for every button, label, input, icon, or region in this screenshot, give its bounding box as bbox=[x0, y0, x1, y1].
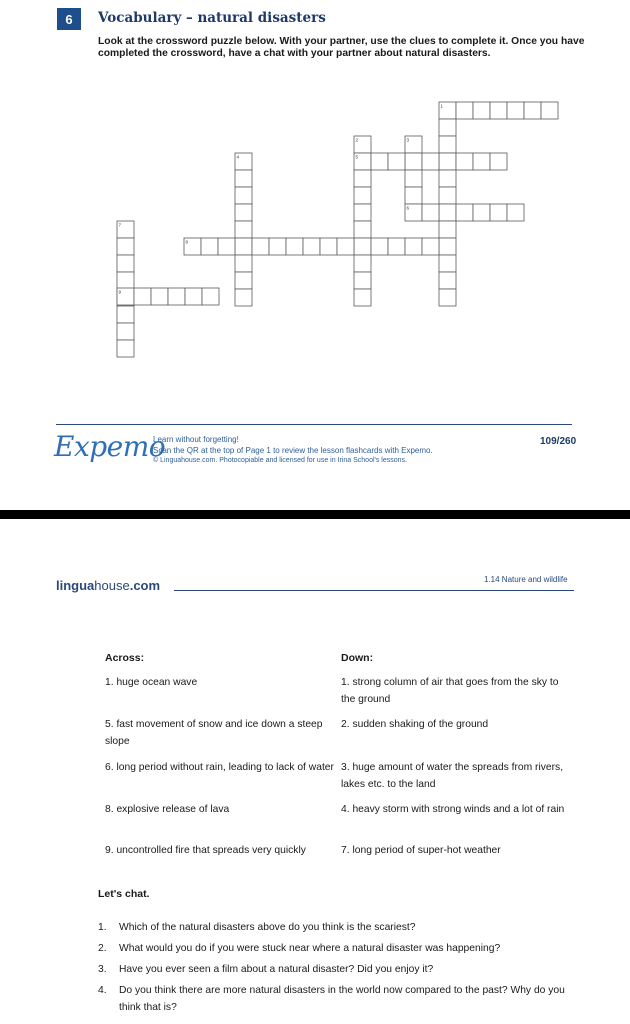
crossword-cell bbox=[456, 153, 473, 170]
crossword-cell bbox=[439, 187, 456, 204]
footer-text bbox=[153, 435, 433, 467]
crossword-cell bbox=[422, 204, 439, 221]
question-number: 2. bbox=[98, 943, 107, 954]
crossword-cell bbox=[235, 289, 252, 306]
footer-tagline: Learn without forgetting! bbox=[153, 435, 239, 444]
crossword-cell bbox=[439, 136, 456, 153]
crossword-cell bbox=[117, 238, 134, 255]
crossword-cell bbox=[439, 272, 456, 289]
crossword-cell bbox=[439, 289, 456, 306]
crossword-cell bbox=[388, 153, 405, 170]
crossword-cell bbox=[456, 102, 473, 119]
crossword-cell bbox=[252, 238, 269, 255]
crossword-cell bbox=[422, 238, 439, 255]
crossword-cell bbox=[218, 238, 235, 255]
question-text: Do you think there are more natural disasters in the world now compared to the past? Why do you think that is? bbox=[119, 985, 565, 1013]
crossword-cell bbox=[235, 238, 252, 255]
crossword-cell bbox=[235, 204, 252, 221]
crossword-cell bbox=[524, 102, 541, 119]
crossword-cell bbox=[168, 288, 185, 305]
crossword-cell bbox=[303, 238, 320, 255]
section-number-badge: 6 bbox=[57, 8, 81, 30]
crossword-cell bbox=[507, 204, 524, 221]
crossword-cell bbox=[117, 306, 134, 323]
question-text: Have you ever seen a film about a natural disaster? Did you enjoy it? bbox=[119, 964, 434, 975]
crossword-cell bbox=[117, 323, 134, 340]
crossword-cell bbox=[439, 119, 456, 136]
clue-number: 2 bbox=[355, 137, 359, 143]
across-clue: 9. uncontrolled fire that spreads very quickly bbox=[105, 845, 306, 856]
crossword-cell bbox=[235, 255, 252, 272]
crossword-cell bbox=[117, 340, 134, 357]
crossword-cell bbox=[490, 102, 507, 119]
crossword-grid bbox=[0, 0, 630, 420]
crossword-cell bbox=[405, 153, 422, 170]
expemo-logo: Expemo bbox=[54, 430, 166, 463]
chat-question bbox=[98, 982, 574, 1018]
crossword-cell bbox=[439, 204, 456, 221]
crossword-cell bbox=[473, 153, 490, 170]
clue-number: 3 bbox=[406, 137, 410, 143]
crossword-cell bbox=[439, 255, 456, 272]
down-clue: 4. heavy storm with strong winds and a lot of rain bbox=[341, 804, 565, 815]
clue-number: 5 bbox=[355, 154, 359, 160]
crossword-cell bbox=[151, 288, 168, 305]
crossword-cell bbox=[439, 238, 456, 255]
instructions: Look at the crossword puzzle below. With your partner, use the clues to complete it. Once you have completed the crossword, have a chat with your partner about natural disasters. bbox=[98, 36, 585, 59]
crossword-cell bbox=[354, 187, 371, 204]
clue-number: 8 bbox=[185, 239, 189, 245]
footer-qr-text: Scan the QR at the top of Page 1 to review the lesson flashcards with Expemo. bbox=[153, 445, 433, 455]
section-title: Vocabulary – natural disasters bbox=[98, 10, 326, 26]
crossword-cell bbox=[354, 272, 371, 289]
across-clue: 1. huge ocean wave bbox=[105, 677, 198, 688]
crossword-cell bbox=[235, 272, 252, 289]
crossword-cell bbox=[405, 187, 422, 204]
brand-part-lingua: lingua bbox=[56, 578, 95, 593]
linguahouse-logo bbox=[56, 578, 160, 593]
crossword-cell bbox=[439, 153, 456, 170]
question-text: Which of the natural disasters above do you think is the scariest? bbox=[119, 922, 416, 933]
question-text: What would you do if you were stuck near where a natural disaster was happening? bbox=[119, 943, 501, 954]
crossword-cell bbox=[439, 221, 456, 238]
crossword-cell bbox=[354, 289, 371, 306]
crossword-cell bbox=[354, 170, 371, 187]
crossword-cell bbox=[185, 288, 202, 305]
across-clue: 5. fast movement of snow and ice down a steep slope bbox=[105, 719, 323, 747]
down-clue: 3. huge amount of water the spreads from rivers, lakes etc. to the land bbox=[341, 762, 564, 790]
down-clue: 7. long period of super-hot weather bbox=[341, 845, 501, 856]
crossword-cell bbox=[235, 170, 252, 187]
chat-question bbox=[98, 919, 574, 936]
question-number: 3. bbox=[98, 964, 107, 975]
crossword-cell bbox=[202, 288, 219, 305]
crossword-cell bbox=[490, 204, 507, 221]
crossword-cell bbox=[507, 102, 524, 119]
crossword-cell bbox=[117, 272, 134, 289]
question-number: 4. bbox=[98, 985, 107, 996]
across-clue: 8. explosive release of lava bbox=[105, 804, 230, 815]
crossword-cell bbox=[439, 170, 456, 187]
down-clue: 2. sudden shaking of the ground bbox=[341, 719, 489, 730]
crossword-cell bbox=[235, 187, 252, 204]
chat-heading: Let's chat. bbox=[98, 888, 150, 900]
crossword-cell bbox=[490, 153, 507, 170]
crossword-cell bbox=[286, 238, 303, 255]
header-divider bbox=[174, 590, 574, 591]
across-clue: 6. long period without rain, leading to lack of water bbox=[105, 762, 334, 773]
crossword-cell bbox=[337, 238, 354, 255]
crossword-cell bbox=[388, 238, 405, 255]
crossword-cell bbox=[405, 238, 422, 255]
crossword-cell bbox=[354, 221, 371, 238]
page-counter: 109/260 bbox=[540, 436, 577, 447]
chat-question bbox=[98, 940, 574, 957]
question-number: 1. bbox=[98, 922, 107, 933]
clue-number: 9 bbox=[118, 289, 122, 295]
crossword-cell bbox=[473, 204, 490, 221]
crossword-cell bbox=[354, 255, 371, 272]
across-heading: Across: bbox=[105, 652, 145, 664]
brand-part-com: .com bbox=[129, 578, 161, 593]
crossword-cell bbox=[422, 153, 439, 170]
brand-part-house: house bbox=[94, 578, 130, 593]
crossword-cell bbox=[354, 204, 371, 221]
crossword-cell bbox=[235, 221, 252, 238]
crossword-cell bbox=[201, 238, 218, 255]
crossword-cell bbox=[117, 255, 134, 272]
crossword-cell bbox=[269, 238, 286, 255]
crossword-cell bbox=[405, 170, 422, 187]
crossword-cell bbox=[134, 288, 151, 305]
down-heading: Down: bbox=[341, 652, 374, 664]
clue-number: 6 bbox=[406, 205, 410, 211]
footer-copyright: © Linguahouse.com. Photocopiable and licensed for use in Irina School's lessons. bbox=[153, 457, 407, 464]
clue-number: 1 bbox=[440, 103, 444, 109]
crossword-cell bbox=[354, 238, 371, 255]
crossword-cell bbox=[473, 102, 490, 119]
crossword-cell bbox=[371, 153, 388, 170]
crossword-cell bbox=[541, 102, 558, 119]
lesson-label: 1.14 Nature and wildlife bbox=[484, 575, 568, 584]
crossword-cell bbox=[320, 238, 337, 255]
crossword-cell bbox=[371, 238, 388, 255]
clue-number: 4 bbox=[236, 154, 240, 160]
clue-number: 7 bbox=[118, 222, 122, 228]
page-separator bbox=[0, 510, 630, 519]
chat-question bbox=[98, 961, 574, 978]
crossword-cell bbox=[456, 204, 473, 221]
footer-divider bbox=[56, 424, 572, 425]
down-clue: 1. strong column of air that goes from the sky to the ground bbox=[341, 677, 559, 705]
